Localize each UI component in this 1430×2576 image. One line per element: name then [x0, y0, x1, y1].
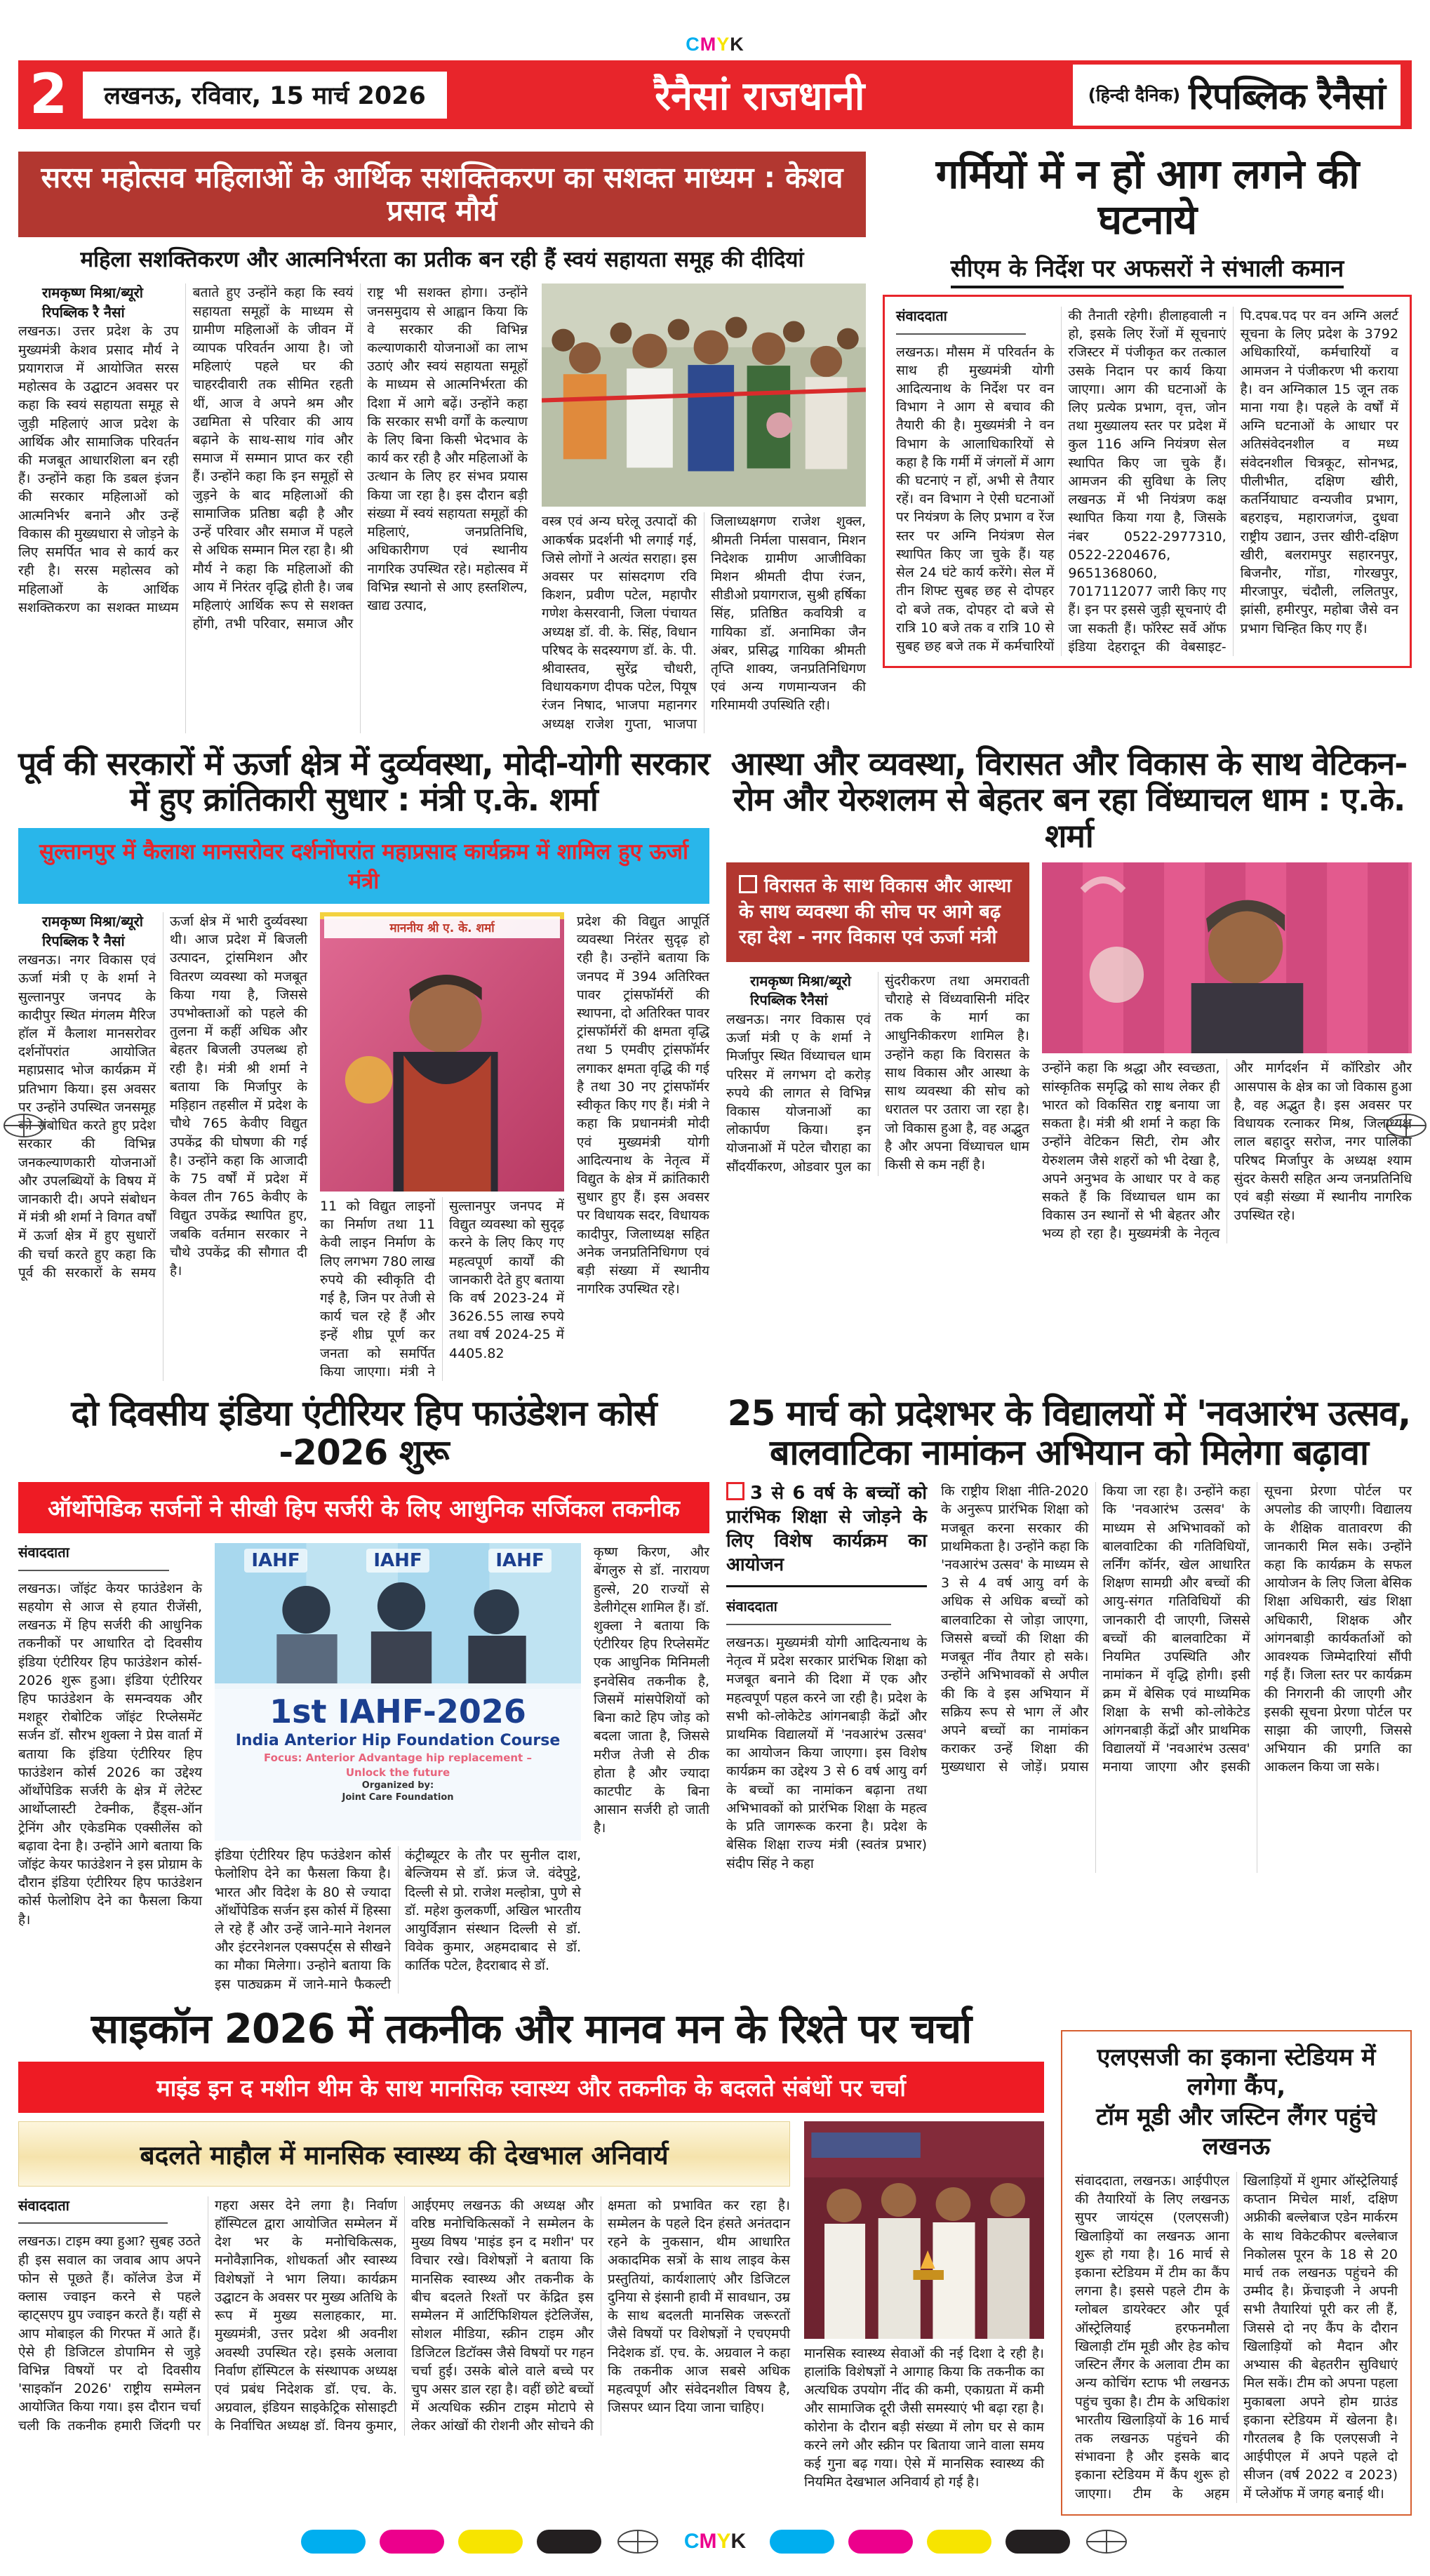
article-psycon [18, 2006, 1044, 2516]
masthead-brand-tag: (हिन्दी दैनिक) [1088, 85, 1181, 105]
vindhya-body-right: उन्होंने कहा कि श्रद्धा और स्वच्छता, सांस्कृतिक समृद्धि को साथ लेकर ही भारत को विकसित राष्ट्र बनाया जा सकता है। मंत्री श्री शर्मा ने कहा कि उन्होंने वेटिकन सिटी, रोम और येरुशलम जैसे शहरों को भी देखा है, अपने अनुभव के आधार पर वे कह सकते हैं कि विंध्याचल धाम का विकास उन स्थानों से भी बेहतर और भव्य हो रहा है। मुख्यमंत्री के नेतृत्व और मार्गदर्शन में कॉरिडोर और आसपास के क्षेत्र का जो विकास हुआ है, वह अद्भुत है। इस अवसर पर विधायक रत्नाकर मिश्र, जिलाध्यक्ष लाल बहादुर सरोज, नगर पालिका परिषद मिर्जापुर के अध्यक्ष श्याम सुंदर केसरी सहित अन्य जनप्रतिनिधि एवं बड़ी संख्या में स्थानीय नागरिक उपस्थित रहे। [1042, 1060, 1412, 1242]
article-energy-sultanpur [18, 746, 709, 1381]
iahf-logo-icon: IAHF [244, 1549, 307, 1573]
fire-headline: गर्मियों में न हों आग लगने की घटनाये [935, 150, 1359, 243]
saras-body-bottom: वस्त्र एवं अन्य घरेलू उत्पादों की आकर्षक प्रदर्शनी भी लगाई गई, जिसे लोगों ने अत्यंत सराहा। इस अवसर पर सांसदगण रवि किशन, प्रवीण पटेल, महापौर गणेश केसरवानी, जिला पंचायत अध्यक्ष डॉ. वी. के. सिंह, विधान परिषद के सदस्यगण डॉ. के. पी. श्रीवास्तव, सुरेंद्र चौधरी, विधायकगण दीपक पटेल, पियूष रंजन निषाद, भाजपा महानगर अध्यक्ष राजेश गुप्ता, भाजपा जिलाध्यक्षगण राजेश शुक्ल, श्रीमती निर्मला पासवान, मिशन निदेशक ग्रामीण आजीविका मिशन श्रीमती दीपा रंजन, सीडीओ प्रयागराज, सुश्री हर्षिका सिंह, प्रतिष्ठित कवयित्री व गायिका डॉ. अनामिका जैन अंबर, प्रसिद्ध गायिका श्रीमती तृप्ति शाक्य, जनप्रतिनिधिगण एवं अन्य गणमान्यजन की गरिमामयी उपस्थिति रही। [542, 514, 866, 732]
fire-article-box [883, 295, 1412, 668]
fire-byline: संवाददाता [896, 307, 947, 324]
iahf-body-text-left: लखनऊ। जॉइंट केयर फाउंडेशन के सहयोग से आज से हयात रीजेंसी, लखनऊ में हिप सर्जरी की आधुनिक तकनीकों पर आधारित दो दिवसीय इंडिया एंटीरियर हिप फाउंडेशन कोर्स- 2026 शुरू हुआ। इंडिया एंटीरियर हिप फाउंडेशन के समन्वयक और मशहूर रोबोटिक जॉइंट रिप्लेसमेंट सर्जन डॉ. सौरभ शुक्ला ने प्रेस वार्ता में बताया कि इंडिया एंटीरियर हिप फाउंडेशन कोर्स 2026 का उद्देश्य ऑर्थोपेडिक सर्जरी के क्षेत्र में लेटेस्ट आर्थोप्लास्टी टेक्नीक, हैंड्स-ऑन ट्रेनिंग और एकेडमिक एक्सीलेंस को बढ़ावा देना है। उन्होंने आगे बताया कि जॉइंट केयर फाउंडेशन ने इस प्रोग्राम के दौरान इंडिया एंटीरियर हिप फाउंडेशन कोर्स फेलोशिप देने का फैसला किया है। [18, 1580, 202, 1928]
magenta-pill-icon [380, 2530, 444, 2554]
byline-rule [726, 1624, 891, 1625]
cmyk-letter-k: K [730, 33, 744, 55]
energy-byline-author: रामकृष्ण मिश्रा/ब्यूरो [42, 912, 143, 930]
vindhya-body-text: लखनऊ। नगर विकास एवं ऊर्जा मंत्री ए के शर्मा ने मिर्जापुर स्थित विंध्याचल धाम परिसर में लगभग दो करोड़ रुपये की लागत से विभिन्न विकास योजनाओं का लोकार्पण किया। इन योजनाओं में पटेल चौराहा का सौंदर्यीकरण, ओडवार पुल का सुंदरीकरण तथा अमरावती चौराहे से विंध्यवासिनी मंदिर तक के मार्ग का आधुनिकीकरण शामिल है। उन्होंने कहा कि विरासत के साथ विकास और आस्था के साथ व्यवस्था की सोच को धरातल पर उतारा जा रहा है। जो विकास हुआ है, वह अद्भुत है और अपना विंध्याचल धाम किसी से कम नहीं है। [726, 973, 1029, 1175]
iahf-body-right: कृष्ण किरण, और बेंगलुरु से डॉ. नारायण हुल्से, 20 राज्यों से डेलीगेट्स शामिल हैं। डॉ. शुक्ला ने बताया कि एंटीरियर हिप रिप्लेसमेंट एक आधुनिक मिनिमली इनवेसिव तकनीक है, जिसमें मांसपेशियों को बिना काटे हिप जोड़ को बदला जाता है, जिससे मरीज तेजी से ठीक होता है और ज्यादा काटपीट के बिना आसान सर्जरी हो जाती है। [594, 1544, 709, 1836]
fire-body-text: लखनऊ। मौसम में परिवर्तन के साथ ही मुख्यमंत्री योगी आदित्यनाथ के निर्देश पर वन विभाग ने आग से बचाव की तैयारी की है। मुख्यमंत्री ने वन विभाग के आलाधिकारियों से कहा है कि गर्मी में जंगलों में आग की घटनाएं न हों, अभी से तैयार रहें। वन विभाग ने ऐसी घटनाओं पर नियंत्रण के लिए प्रभाग व रेंज स्तर पर अग्नि नियंत्रण सेल स्थापित किए जा चुके हैं। यह सेल 24 घंटे कार्य करेंगे। सेल में तीन शिफ्ट सुबह छह से दोपहर दो बजे तक, दोपहर दो बजे से रात्रि 10 बजे तक व रात्रि 10 से सुबह छह बजे तक में कर्मचारियों की तैनाती रहेगी। हीलाहवाली न हो, इसके लिए रेंजों में सूचनाएं रजिस्टर में पंजीकृत कर तत्काल उसके निदान पर कार्य किया जाएगा। आग की घटनाओं के लिए प्रत्येक प्रभाग, वृत्त, जोन तथा मुख्यालय स्तर पर प्रदेश में कुल 116 अग्नि नियंत्रण सेल स्थापित किए जा चुके हैं। आमजन की सुविधा के लिए लखनऊ में भी नियंत्रण कक्ष स्थापित किया गया है, जिसके नंबर 0522-2977310, 0522-2204676, 9651368060, 7017112077 जारी किए गए हैं। इन पर इससे जुड़ी सूचनाएं दी जा सकती हैं। फॉरेस्ट सर्वे ऑफ इंडिया देहरादून की वेबसाइट- पि.दपब.पद पर वन अग्नि अलर्ट सूचना के लिए प्रदेश के 3792 अधिकारियों, कर्मचारियों व आमजन ने पंजीकरण भी कराया है। वन अग्निकाल 15 जून तक माना गया है। पहले के वर्षों में अग्नि घटनाओं के आधार पर अतिसंवेदनशील व मध्य संवेदनशील चित्रकूट, सोनभद्र, पीलीभीत, दक्षिण खीरी, कतर्नियाघाट वन्यजीव प्रभाग, बहराइच, महाराजगंज, दुधवा राष्ट्रीय उद्यान, उत्तर खीरी-दक्षिण खीरी, बलरामपुर सहारनपुर, बिजनौर, गोंडा, गोरखपुर, मीरजापुर, चंदौली, ललितपुर, झांसी, हमीरपुर, महोबा जैसे वन प्रभाग चिन्हित किए गए हैं। [896, 307, 1398, 655]
iahf-press-conference-photo [215, 1543, 581, 1841]
energy-photo-illustration [320, 912, 564, 1192]
masthead-brand-box [1073, 65, 1401, 126]
yellow-pill-icon [458, 2530, 523, 2554]
masthead [18, 60, 1412, 129]
registration-mark-icon [1084, 2528, 1129, 2555]
energy-body-left [18, 912, 307, 1381]
iahf-body-under-photo: इंडिया एंटीरियर हिप फउंडेशन कोर्स फेलोशिप देने का फैसला किया है। भारत और विदेश के 80 से ज्यादा ऑर्थोपेडिक सर्जन इस कोर्स में हिस्सा ले रहे हैं और उन्हें जाने-माने नेशनल और इंटरनेशनल एक्सपर्ट्स से सीखने का मौका मिलेगा। उन्होने बताया कि इस पाठ्यक्रम में जाने-माने फैकल्टी कंट्रीब्यूटर के तौर पर सुनील दाश, बेल्जियम से डॉ. फ्रंज जे. वंदेपुट्टे, दिल्ली से प्रो. राजेश मल्होत्रा, पुणे से डॉ. महेश कुलकर्णी, अखिल भारतीय आयुर्विज्ञान संस्थान दिल्ली से डॉ. विवेक कुमार, अहमदाबाद से डॉ. कार्तिक पटेल, हैदराबाद से डॉ. [215, 1848, 581, 1992]
cmyk-print-mark-bottom: CMYK [683, 2529, 747, 2553]
article-navarambh-utsav [726, 1394, 1412, 1994]
cmyk-letter-c: C [686, 33, 700, 55]
black-pill-icon [1005, 2530, 1070, 2554]
saras-body-left [18, 283, 528, 733]
psycon-body-side: मानसिक स्वास्थ्य सेवाओं की नई दिशा दे रही है। हालांकि विशेषज्ञों ने आगाह किया कि तकनीक का अत्यधिक उपयोग नींद की कमी, एकाग्रता में कमी और सामाजिक दूरी जैसी समस्याएं भी बढ़ा रहा है। कोरोना के दौरान बड़ी संख्या में लोग घर से काम करने लगे और स्क्रीन पर बिताया जाने वाला समय कई गुना बढ़ गया। ऐसे में मानसिक स्वास्थ्य की नियमित देखभाल अनिवार्य हो गई है। [804, 2345, 1044, 2490]
iahf-banner-title: 1st IAHF-2026 [269, 1693, 526, 1731]
registration-mark-icon [615, 2528, 660, 2555]
vindhya-body-left [726, 972, 1029, 1176]
energy-minister-photo [320, 912, 564, 1192]
fire-subhead: सीएम के निर्देश पर अफसरों ने संभाली कमान [883, 251, 1412, 283]
navarambh-body-text-first: लखनऊ। मुख्यमंत्री योगी आदित्यनाथ के नेतृत्व में प्रदेश सरकार प्रारंभिक शिक्षा को मजबूत बनाने की दिशा में एक और महत्वपूर्ण पहल करने जा रही है। प्रदेश के सभी को-लोकेटेड आंगनबाड़ी केंद्रों और प्राथमिक विद्यालयों में 'नवआरंभ उत्सव' का आयोजन किया जाएगा। इस विशेष कार्यक्रम का उद्देश्य 3 से 6 वर्ष आयु वर्ग के बच्चों का नामांकन बढ़ाना तथा अभिभावकों को प्रारंभिक शिक्षा के महत्व के प्रति जागरूक करना है। प्रदेश के बेसिक शिक्षा राज्य मंत्री (स्वतंत्र प्रभार) संदीप सिंह ने कहा [726, 1634, 927, 1871]
saras-ribbon-cutting-photo [542, 283, 866, 507]
energy-body-right: प्रदेश की विद्युत आपूर्ति व्यवस्था निरंतर सुदृढ़ हो रही है। उन्होंने बताया कि जनपद में 394 अतिरिक्त पावर ट्रांसफॉर्मरों की स्थापना, दो अतिरिक्त पावर ट्रांसफॉर्मरों की क्षमता वृद्धि तथा 5 एमवीए ट्रांसफॉर्मर लगाकर क्षमता वृद्धि की गई है तथा 30 नए ट्रांसफॉर्मर स्वीकृत किए गए हैं। मंत्री ने कहा कि प्रधानमंत्री मोदी एवं मुख्यमंत्री योगी आदित्यनाथ के नेतृत्व में विद्युत के क्षेत्र में क्रांतिकारी सुधार हुए हैं। इस अवसर पर विधायक सदर, विधायक कादीपुर, जिलाध्यक्ष सहित अनेक जनप्रतिनिधिगण एवं बड़ी संख्या में स्थानीय नागरिक उपस्थित रहे। [577, 913, 709, 1297]
page-number: 2 [29, 63, 68, 126]
saras-headline: सरस महोत्सव महिलाओं के आर्थिक सशक्तिकरण का सशक्त माध्यम : केशव प्रसाद मौर्य [18, 152, 866, 237]
iahf-event-banner [215, 1689, 581, 1841]
cmyk-letter-y: Y [716, 33, 730, 55]
iahf-banner-organizer: Joint Care Foundation [342, 1791, 454, 1803]
vindhya-minister-photo [1042, 862, 1412, 1053]
iahf-banner-subtitle: India Anterior Hip Foundation Course [235, 1731, 561, 1749]
navarambh-body-first-col [726, 1482, 927, 1873]
square-bullet-icon [739, 875, 757, 893]
energy-byline-paper: रिपब्लिक रै नैसां [42, 932, 125, 949]
article-fire-precaution [883, 152, 1412, 733]
vindhya-photo-illustration [1042, 862, 1412, 1053]
iahf-backdrop-logos [215, 1549, 581, 1573]
vindhya-byline-author: रामकृष्ण मिश्रा/ब्यूरो [750, 972, 851, 989]
lsg-headline-line1: एलएसजी का इकाना स्टेडियम में लगेगा कैंप, [1097, 2043, 1376, 2102]
lsg-headline-line2: टॉम मूडी और जस्टिन लैंगर पहुंचे लखनऊ [1096, 2102, 1377, 2161]
navarambh-headline: 25 मार्च को प्रदेशभर के विद्यालयों में 'नवआरंभ उत्सव, बालवाटिका नामांकन अभियान को मिलेगा बढ़ावा [727, 1393, 1411, 1474]
magenta-pill-icon [848, 2530, 913, 2554]
lsg-article-box [1061, 2030, 1412, 2516]
psycon-body-text: लखनऊ। टाइम क्या हुआ? सुबह उठते ही इस सवाल का जवाब आप अपने फोन से पूछते हैं। कॉलेज डेज में क्लास ज्वाइन करने से पहले व्हाट्सएप ग्रुप ज्वाइन करते हैं। यहीं से आप मोबाइल की गिरफ्त में आते हैं। ऐसे ही डिजिटल डोपामिन से जुड़े विभिन्न विषयों पर दो दिवसीय 'साइकॉन 2026' राष्ट्रीय सम्मेलन आयोजित किया गया। इस दौरान चर्चा चली कि तकनीक हमारी जिंदगी पर गहरा असर देने लगा है। निर्वाण हॉस्पिटल द्वारा आयोजित सम्मेलन में देश भर के मनोचिकित्सक, मनोवैज्ञानिक, शोधकर्ता और स्वास्थ्य विशेषज्ञों ने भाग लिया। कार्यक्रम उद्घाटन के अवसर पर मुख्य अतिथि के रूप में मुख्य सलाहकार, मा. मुख्यमंत्री, उत्तर प्रदेश श्री अवनीश अवस्थी उपस्थित रहे। इसके अलावा निर्वाण हॉस्पिटल के संस्थापक अध्यक्ष एवं प्रबंध निदेशक डॉ. एच. के. अग्रवाल, इंडियन साइकेट्रिक सोसाइटी के निर्वाचित अध्यक्ष डॉ. विनय कुमार, आईएमए लखनऊ की अध्यक्ष और वरिष्ठ मनोचिकित्सकों ने सम्मेलन के मुख्य विषय 'माइंड इन द मशीन' पर विचार रखे। विशेषज्ञों ने बताया कि मानसिक स्वास्थ्य और तकनीक के बीच बदलते रिश्तों पर केंद्रित इस सम्मेलन में आर्टिफिशियल इंटेलिजेंस, सोशल मीडिया, स्क्रीन टाइम और डिजिटल डिटॉक्स जैसे विषयों पर गहन चर्चा हुई। उसके बोले वाले बच्चे पर चुप असर डाल रहा है। वहीं छोटे बच्चों में अत्यधिक स्क्रीन टाइम मोटापे से लेकर आंखों की रोशनी और सोचने की क्षमता को प्रभावित कर रहा है। सम्मेलन के पहले दिन हंसते अनंतदान रहने के नुकसान, थीम आधारित अकादमिक सत्रों के साथ लाइव केस प्रस्तुतियां, कार्यशालाएं और डिजिटल दुनिया से इंसानी हावी में सावधान, उम्र के साथ बदलती मानसिक जरूरतों जैसे विषयों पर विशेषज्ञों ने एचएमपी निदेशक डॉ. एच. के. अग्रवाल ने कहा कि तकनीक आज सबसे अधिक महत्वपूर्ण और संवेदनशील विषय है, जिसपर ध्यान दिया जाना चाहिए। [18, 2197, 790, 2434]
byline-rule [896, 333, 1026, 335]
psycon-lamp-lighting-photo [804, 2121, 1044, 2339]
psycon-body-main [18, 2196, 790, 2436]
saras-byline-author: रामकृष्ण मिश्रा/ब्यूरो [42, 284, 143, 302]
iahf-logo-icon: IAHF [488, 1549, 551, 1573]
energy-body-under-photo: 11 को विद्युत लाइनों का निर्माण तथा 11 केवी लाइन निर्माण के लिए लगभग 780 लाख रुपये की स्वीकृति दी गई है, जिन पर तेजी से कार्य चल रहे हैं और इन्हें शीघ्र पूर्ण कर जनता को समर्पित किया जाएगा। मंत्री ने सुल्तानपुर जनपद में विद्युत व्यवस्था को सुदृढ़ करने के लिए किए गए महत्वपूर्ण कार्यों की जानकारी देते हुए बताया कि वर्ष 2023-24 में 3626.55 लाख रुपये तथा वर्ष 2024-25 में 4405.82 [320, 1198, 564, 1380]
iahf-strap: ऑर्थोपेडिक सर्जनों ने सीखी हिप सर्जरी के लिए आधुनिक सर्जिकल तकनीक [18, 1482, 709, 1533]
iahf-headline: दो दिवसीय इंडिया एंटीरियर हिप फाउंडेशन कोर्स -2026 शुरू [71, 1393, 657, 1474]
saras-photo-illustration [542, 283, 866, 507]
black-pill-icon [537, 2530, 601, 2554]
energy-body-text: लखनऊ। नगर विकास एवं ऊर्जा मंत्री ए के शर्मा ने सुल्तानपुर जनपद के कादीपुर स्थित मंगलम मैरिज हॉल में कैलाश मानसरोवर दर्शनोंपरांत आयोजित महाप्रसाद भोज कार्यक्रम में प्रतिभाग किया। इस अवसर पर उन्होंने उपस्थित जनसमूह को संबोधित करते हुए प्रदेश सरकार की विभिन्न जनकल्याणकारी योजनाओं और उपलब्धियों के विषय में जानकारी दी। अपने संबोधन में मंत्री श्री शर्मा ने विगत वर्षों में ऊर्जा क्षेत्र में हुए सुधारों की चर्चा करते हुए कहा कि पूर्व की सरकारों के समय ऊर्जा क्षेत्र में भारी दुर्व्यवस्था थी। आज प्रदेश में बिजली उत्पादन, ट्रांसमिशन और वितरण व्यवस्था को मजबूत किया गया है, जिससे उपभोक्ताओं को पहले की तुलना में कहीं अधिक और बेहतर बिजली उपलब्ध हो रही है। मंत्री श्री शर्मा ने बताया कि मिर्जापुर के मड़िहान तहसील में प्रदेश के चौथे 765 केवीए विद्युत उपकेंद्र की घोषणा की गई है। उन्होंने कहा कि आजादी के 75 वर्षों में प्रदेश में केवल तीन 765 केवीए के विद्युत उपकेंद्र स्थापित हुए, जबकि वर्तमान सरकार ने चौथे उपकेंद्र की सौगात दी है। [18, 913, 307, 1281]
iahf-logo-icon: IAHF [366, 1549, 429, 1573]
vindhya-byline-paper: रिपब्लिक रैनैसां [750, 992, 828, 1009]
byline-rule [18, 1570, 169, 1571]
iahf-byline: संवाददाता [18, 1544, 69, 1561]
article-saras-mahotsav [18, 152, 866, 733]
psycon-strap: माइंड इन द मशीन थीम के साथ मानसिक स्वास्थ्य और तकनीक के बदलते संबंधों पर चर्चा [18, 2062, 1044, 2113]
iahf-banner-focus-line1: Focus: Anterior Advantage hip replacement – [264, 1751, 532, 1764]
cyan-pill-icon [301, 2530, 366, 2554]
psycon-photo-illustration [804, 2121, 1044, 2339]
vindhya-headline: आस्था और व्यवस्था, विरासत और विकास के साथ वेटिकन-रोम और येरुशलम से बेहतर बन रहा विंध्याचल धाम : ए.के. शर्मा [730, 744, 1408, 855]
navarambh-byline: संवाददाता [726, 1598, 777, 1615]
saras-subhead: महिला सशक्तिकरण और आत्मनिर्भरता का प्रतीक बन रही हैं स्वयं सहायता समूह की दीदियां [80, 247, 804, 273]
cmyk-print-bar-bottom [0, 2516, 1430, 2576]
article-iahf-course [18, 1394, 709, 1994]
energy-headline: पूर्व की सरकारों में ऊर्जा क्षेत्र में दुर्व्यवस्था, मोदी-योगी सरकार में हुए क्रांतिकारी सुधार : मंत्री ए.के. शर्मा [18, 744, 709, 819]
article-lsg-camp [1061, 2006, 1412, 2516]
psycon-byline: संवाददाता [18, 2196, 69, 2214]
psycon-headline: साइकॉन 2026 में तकनीक और मानव मन के रिश्ते पर चर्चा [91, 2004, 972, 2053]
cmyk-print-mark-top [0, 0, 1430, 56]
page-content [0, 129, 1430, 2516]
registration-mark-icon [1384, 1112, 1429, 1139]
lsg-body-text: संवाददाता, लखनऊ। आईपीएल की तैयारियों के लिए लखनऊ सुपर जायंट्स (एलएसजी) खिलाड़ियों का लखनऊ आना शुरू हो गया है। 16 मार्च से इकाना स्टेडियम में टीम का कैंप लगना है। इससे पहले टीम के ग्लोबल डायरेक्टर और पूर्व ऑस्ट्रेलियाई हरफनमौला खिलाड़ी टॉम मूडी और हेड कोच जस्टिन लैंगर के अलावा टीम का अन्य कोचिंग स्टाफ भी लखनऊ पहुंच चुका है। टीम के अधिकांश भारतीय खिलाड़ियों के 16 मार्च तक लखनऊ पहुंचने की संभावना है और इसके बाद इकाना स्टेडियम में कैंप शुरू हो जाएगा। टीम के अहम खिलाड़ियों में शुमार ऑस्ट्रेलियाई कप्तान मिचेल मार्श, दक्षिण अफ्रीकी बल्लेबाज एडेन मार्करम के साथ विकेटकीपर बल्लेबाज निकोलस पूरन के 18 से 20 मार्च तक लखनऊ पहुंचने की उम्मीद है। फ्रेंचाइजी ने अपनी सभी तैयारियां पूरी कर ली हैं, जिससे दो नए कैंप के दौरान खिलाड़ियों को मैदान और अभ्यास की बेहतरीन सुविधाएं मिल सकें। टीम को अपना पहला मुकाबला अपने होम ग्राउंड इकाना स्टेडियम में खेलना है। गौरतलब है कि एलएसजी ने आईपीएल में अपने पहले दो सीजन (वर्ष 2022 व 2023) में प्लेऑफ में जगह बनाई थी। [1075, 2173, 1398, 2502]
cmyk-letter-m: M [700, 33, 717, 55]
saras-body-text: लखनऊ। उत्तर प्रदेश के उप मुख्यमंत्री केशव प्रसाद मौर्य ने प्रयागराज में आयोजित सरस महोत्सव के उद्घाटन अवसर पर कहा कि स्वयं सहायता समूह से जुड़ी महिलाएं आज प्रदेश के आर्थिक और सामाजिक परिवर्तन की मजबूत आधारशिला बन रही हैं। उन्होंने कहा कि डबल इंजन की सरकार महिलाओं को आत्मनिर्भर बनाने और उन्हें विकास की मुख्यधारा से जोड़ने के लिए समर्पित भाव से कार्य कर रही है। सरस महोत्सव को महिलाओं के आर्थिक सशक्तिकरण का सशक्त माध्यम बताते हुए उन्होंने कहा कि स्वयं सहायता समूहों के माध्यम से ग्रामीण महिलाओं के जीवन में व्यापक परिवर्तन आया है। जो महिलाएं पहले घर की चाहरदीवारी तक सीमित रहती थीं, आज वे अपने श्रम और उद्यमिता से परिवार की आय बढ़ाने के साथ-साथ गांव और समाज में सम्मान प्राप्त कर रही हैं। उन्होंने कहा कि इन समूहों से जुड़ने के बाद महिलाओं की सामाजिक प्रतिष्ठा बढ़ी है और उन्हें परिवार और समाज में पहले से अधिक सम्मान मिल रहा है। श्री मौर्य ने कहा कि महिलाओं की आय में निरंतर वृद्धि होती है। जब महिलाएं आर्थिक रूप से सशक्त होंगी, तभी परिवार, समाज और राष्ट्र भी सशक्त होगा। उन्होंने जनसमुदाय से आह्वान किया कि वे सरकार की विभिन्न कल्याणकारी योजनाओं का लाभ उठाएं और स्वयं सहायता समूहों के माध्यम से आत्मनिर्भरता की दिशा में आगे बढ़ें। उन्होंने कहा कि सरकार सभी वर्गों के कल्याण के लिए बिना किसी भेदभाव के कार्य कर रही है और महिलाओं के उत्थान के लिए हर संभव प्रयास किया जा रहा है। इस दौरान बड़ी संख्या में स्वयं सहायता समूहों की महिलाएं, जनप्रतिनिधि, अधिकारीगण एवं स्थानीय नागरिक उपस्थित रहे। महोत्सव में विभिन्न स्थानो से आए हस्तशिल्प, खाद्य उत्पाद, [18, 285, 528, 632]
registration-mark-icon [1, 1112, 46, 1139]
energy-photo-banner: माननीय श्री ए. के. शर्मा [324, 916, 560, 938]
cyan-pill-icon [770, 2530, 834, 2554]
masthead-brand-name: रिपब्लिक रैनैसां [1189, 75, 1385, 118]
navarambh-bullet-subhead: 3 से 6 वर्ष के बच्चों को प्रारंभिक शिक्षा से जोड़ने के लिए विशेष कार्यक्रम का आयोजन [726, 1482, 927, 1587]
iahf-banner-focus-line2: Unlock the future [345, 1766, 450, 1779]
iahf-body-left [18, 1543, 202, 1994]
navarambh-body-rest: कि राष्ट्रीय शिक्षा नीति-2020 के अनुरूप प्रारंभिक शिक्षा को मजबूत करना सरकार की प्राथमिकता है। उन्होंने कहा कि 'नवआरंभ उत्सव' के माध्यम से 3 से 4 वर्ष आयु वर्ग के अधिक से अधिक बच्चों को बालवाटिका से जोड़ा जाएगा, जिससे बच्चों की शिक्षा की मजबूत नींव तैयार हो सके। उन्होंने अभिभावकों से अपील की कि वे इस अभियान में सक्रिय रूप से भाग लें और अपने बच्चों का नामांकन कराकर उन्हें शिक्षा की मुख्यधारा से जोड़ें। प्रयास किया जा रहा है। उन्होंने कहा कि 'नवआरंभ उत्सव' के माध्यम से अभिभावकों को बालवाटिका की गतिविधियों, लर्निंग कॉर्नर, खेल आधारित शिक्षण सामग्री और बच्चों की आयु-संगत गतिविधियों की जानकारी दी जाएगी, जिससे बच्चों की बालवाटिका में नियमित उपस्थिति और नामांकन में वृद्धि होगी। इसी क्रम में बेसिक एवं माध्यमिक शिक्षा के सभी को-लोकेटेड आंगनबाड़ी केंद्रों और प्राथमिक विद्यालयों में 'नवआरंभ उत्सव' मनाया जाएगा और इसकी सूचना प्रेरणा पोर्टल पर अपलोड की जाएगी। विद्यालय के शैक्षिक वातावरण की जानकारी मिल सके। उन्होंने कहा कि कार्यक्रम के सफल आयोजन के लिए जिला बेसिक शिक्षा अधिकारी, खंड शिक्षा अधिकारी, शिक्षक और आंगनबाड़ी कार्यकर्ताओं को आवश्यक जिम्मेदारियां सौंपी गई हैं। जिला स्तर पर कार्यक्रम की निगरानी की जाएगी और इसकी सूचना प्रेरणा पोर्टल पर साझा की जाएगी, जिससे अभियान की प्रगति का आकलन किया जा सके। [941, 1483, 1412, 1775]
vindhya-infobox: विरासत के साथ विकास और आस्था के साथ व्यवस्था की सोच पर आगे बढ़ रहा देश - नगर विकास एवं ऊर्जा मंत्री [726, 862, 1029, 961]
energy-strap: सुल्तानपुर में कैलाश मानसरोवर दर्शनोंपरांत महाप्रसाद कार्यक्रम में शामिल हुए ऊर्जा मंत्री [18, 828, 709, 904]
square-bullet-icon [726, 1482, 744, 1500]
saras-byline-paper: रिपब्लिक रै नैसां [42, 303, 125, 321]
masthead-dateline: लखनऊ, रविवार, 15 मार्च 2026 [83, 72, 447, 119]
masthead-edition-title: रैनैसां राजधानी [655, 74, 865, 119]
iahf-banner-organized-by: Organized by: [361, 1780, 434, 1791]
psycon-highlight-box: बदलते माहौल में मानसिक स्वास्थ्य की देखभाल अनिवार्य [18, 2121, 790, 2187]
yellow-pill-icon [927, 2530, 991, 2554]
article-vindhyachal [726, 746, 1412, 1381]
byline-rule [18, 2222, 168, 2224]
